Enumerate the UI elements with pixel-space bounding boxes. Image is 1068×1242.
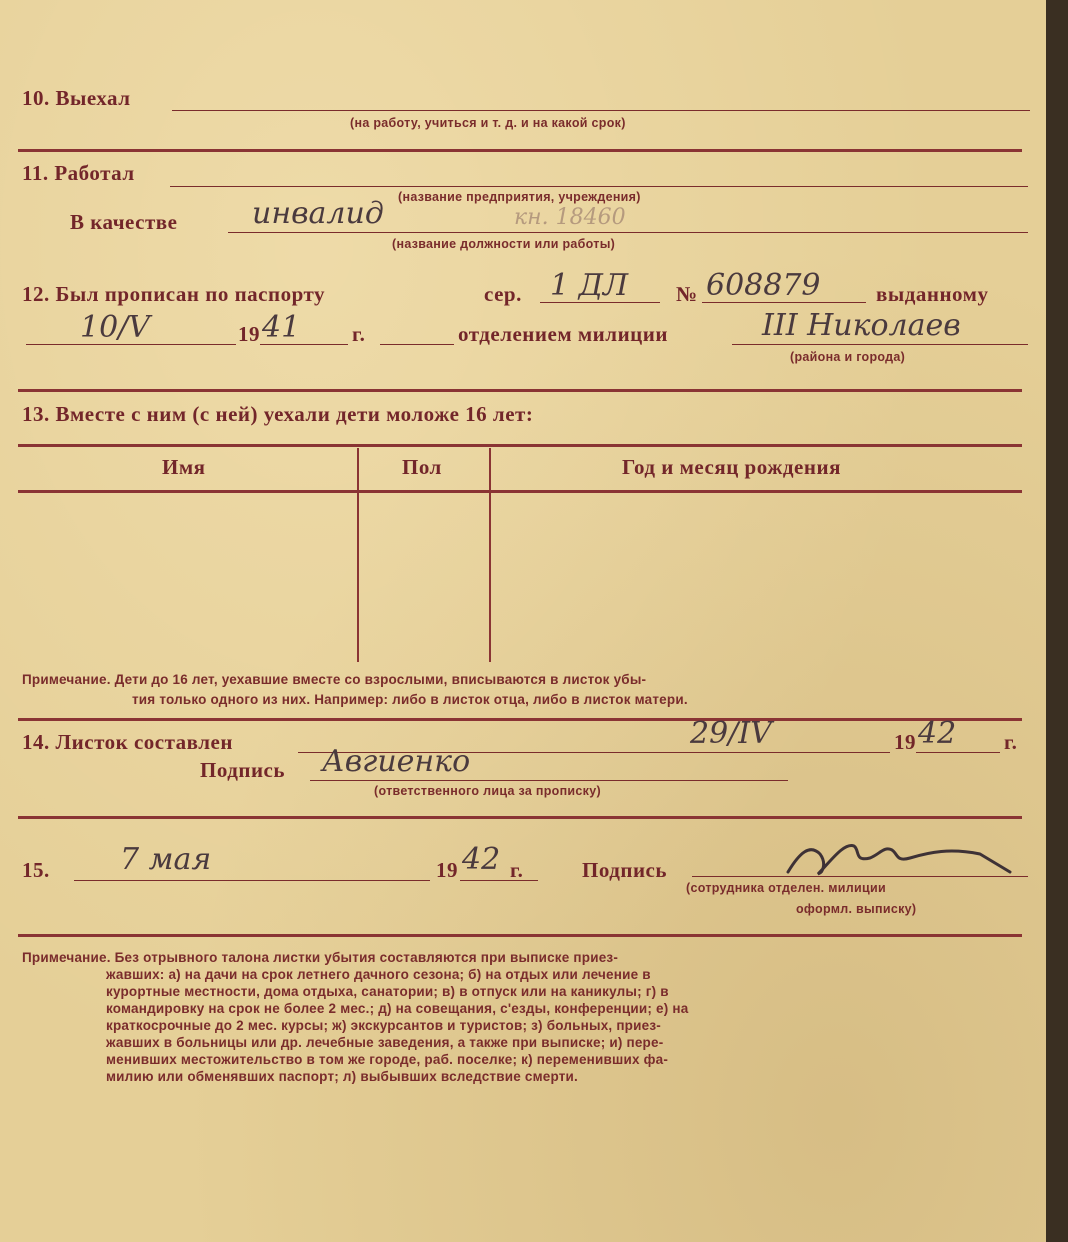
section-11-label: 11. Работал <box>22 161 135 185</box>
section-15-caption-line-2: оформл. выписку) <box>796 902 917 916</box>
table-header-rule <box>18 490 1022 493</box>
section-12-label: 12. Был прописан по паспорту <box>22 282 326 306</box>
section-14-signature-label: Подпись <box>200 758 285 782</box>
section-14-year-value: 42 <box>918 716 957 751</box>
table-column-divider <box>489 448 491 662</box>
section-15-date-line <box>74 880 430 881</box>
note-2-line: Примечание. Без отрывного талона листки убытия составляются при выписке приез- <box>22 950 619 965</box>
table-top-rule <box>18 444 1022 447</box>
position-value: инвалид <box>252 196 384 231</box>
note-2-line: краткосрочные до 2 мес. курсы; ж) экскурсантов и туристов; з) больных, приез- <box>106 1018 661 1033</box>
note-1-line: Примечание. Дети до 16 лет, уехавшие вместе со взрослыми, вписываются в листок убы- <box>22 672 647 687</box>
section-15-year-suffix: г. <box>510 858 524 882</box>
number-label: № <box>676 282 698 306</box>
column-header-sex: Пол <box>402 455 442 479</box>
section-12-caption-district: (района и города) <box>790 350 906 364</box>
divider <box>18 149 1022 152</box>
issued-by-label: отделением милиции <box>458 322 668 346</box>
note-2 <box>22 950 689 1084</box>
note-2-line: жавших: а) на дачи на срок летнего дачного сезона; б) на отдых или лечение в <box>106 967 651 982</box>
note-2-line: милию или обменявших паспорт; л) выбывших вследствие смерти. <box>106 1069 579 1084</box>
scan-border <box>1046 0 1068 1242</box>
issue-year-prefix: 19 <box>238 322 260 346</box>
series-label: сер. <box>484 282 522 306</box>
section-15-signature-label: Подпись <box>582 858 667 882</box>
issue-date-value: 10/V <box>80 310 150 345</box>
section-14-year-prefix: 19 <box>894 730 916 754</box>
section-14-signature-value: Авгиенко <box>322 744 471 779</box>
section-11-caption-enterprise: (название предприятия, учреждения) <box>398 190 641 204</box>
section-14-signature-line <box>310 780 788 781</box>
position-label: В качестве <box>70 210 178 234</box>
divider <box>18 389 1022 392</box>
note-2-line: менивших местожительство в том же городе, раб. поселке; к) переменивших фа- <box>106 1052 669 1067</box>
section-14-year-line <box>916 752 1000 753</box>
position-value-faint: кн. 18460 <box>514 205 626 230</box>
section-10-caption: (на работу, учиться и т. д. и на какой срок) <box>350 116 626 130</box>
divider <box>18 718 1022 721</box>
divider <box>18 816 1022 819</box>
issued-by-value: III Николаев <box>762 308 961 343</box>
section-15-year-prefix: 19 <box>436 858 458 882</box>
section-11-caption-position: (название должности или работы) <box>392 237 616 251</box>
series-line <box>540 302 660 303</box>
note-1-line: тия только одного из них. Например: либо в листок отца, либо в листок матери. <box>132 692 688 707</box>
official-signature <box>780 832 1020 882</box>
section-14-date-value: 29/IV <box>690 716 772 751</box>
number-value: 608879 <box>706 268 821 303</box>
table-column-divider <box>357 448 359 662</box>
issue-date-line <box>26 344 236 345</box>
issue-year-suffix: г. <box>352 322 366 346</box>
number-line <box>702 302 866 303</box>
section-14-year-suffix: г. <box>1004 730 1018 754</box>
section-15-caption-line-1: (сотрудника отделен. милиции <box>686 881 886 895</box>
column-header-birth: Год и месяц рождения <box>622 455 841 479</box>
section-14-caption: (ответственного лица за прописку) <box>374 784 601 798</box>
issue-year-line <box>260 344 348 345</box>
note-2-line: курортные местности, дома отдыха, санатории; в) в отпуск или на каникулы; г) в <box>106 984 669 999</box>
issued-label: выданному <box>876 282 989 306</box>
position-line <box>228 232 1028 233</box>
section-15-label: 15. <box>22 858 50 882</box>
section-14-label: 14. Листок составлен <box>22 730 233 754</box>
issued-by-line <box>732 344 1028 345</box>
section-10-line <box>172 110 1030 111</box>
section-13-label: 13. Вместе с ним (с ней) уехали дети моложе 16 лет: <box>22 402 534 426</box>
column-header-name: Имя <box>162 455 206 479</box>
note-2-line: командировку на срок не более 2 мес.; д) на совещания, с'езды, конференции; е) на <box>106 1001 689 1016</box>
section-15-year-line <box>460 880 538 881</box>
issue-year-value: 41 <box>262 310 301 345</box>
divider <box>18 934 1022 937</box>
section-15-date-value: 7 мая <box>120 842 212 877</box>
note-2-line: жавших в больницы или др. лечебные заведения, а также при выписке; и) пере- <box>106 1035 664 1050</box>
section-10-label: 10. Выехал <box>22 86 131 110</box>
series-value: 1 ДЛ <box>550 268 629 303</box>
section-11-line <box>170 186 1028 187</box>
section-15-year-value: 42 <box>462 842 501 877</box>
blank-line <box>380 344 454 345</box>
